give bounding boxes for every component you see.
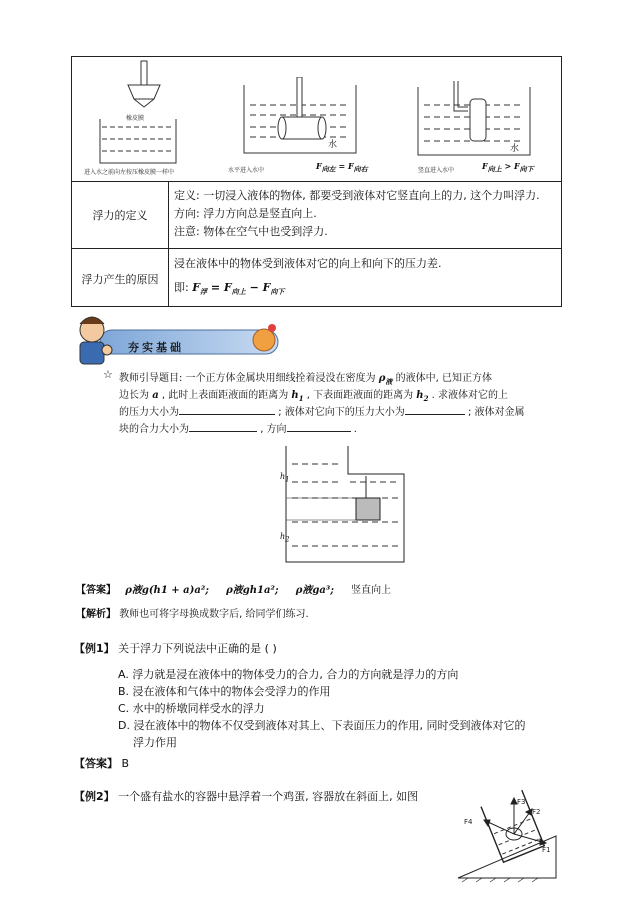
option-b: B. 浸在液体和气体中的物体会受浮力的作用 — [118, 685, 331, 698]
image-caption: 水平进入水中 — [228, 167, 265, 174]
water-label: 水 — [510, 144, 520, 154]
container-cube-figure — [278, 440, 408, 564]
h2-label: $h_2$ — [280, 532, 290, 544]
incline-egg-figure — [452, 784, 562, 884]
table-column-divider — [168, 181, 169, 306]
row-label-definition: 浮力的定义 — [92, 209, 148, 222]
force-label: F1 — [542, 846, 551, 854]
question-line-3: 的压力大小为 ; 液体对它向下的压力大小为 ; 液体对金属 — [119, 403, 525, 418]
h1-label: $h_1$ — [280, 472, 290, 484]
option-c: C. 水中的桥墩同样受水的浮力 — [118, 702, 265, 715]
table-divider — [72, 181, 561, 182]
analysis-1: 【解析】 教师也可将字母换成数字后, 给同学们练习. — [76, 609, 309, 620]
vertical-immersion-figure — [414, 81, 544, 161]
example-2-question: 【例2】 一个盛有盐水的容器中悬浮着一个鸡蛋, 容器放在斜面上, 如图 — [74, 790, 419, 803]
row-label-cause: 浮力产生的原因 — [81, 273, 159, 286]
banner-title: 夯实基础 — [128, 341, 184, 354]
water-label: 水 — [328, 140, 338, 150]
answer-1: 【答案】 ρ液g(h1 + a)a²; ρ液gh1a²; ρ液ga³; 竖直向上 — [76, 585, 392, 596]
force-label: F4 — [464, 818, 473, 826]
cause-line: 浸在液体中的物体受到液体对它的向上和向下的压力差. — [174, 257, 442, 270]
cause-text — [174, 255, 442, 301]
question-line-2: 边长为 a , 此时上表面距液面的距离为 $h_1$ , 下表面距液面的距离为 $h_2$ . 求液体对它的上 — [119, 390, 508, 403]
star-icon: ☆ — [103, 368, 113, 381]
direction-line: 方向: 浮力方向总是竖直向上. — [174, 207, 317, 220]
example-1-question: 【例1】 关于浮力下列说法中正确的是 ( ) — [74, 642, 277, 655]
note-line: 注意: 物体在空气中也受到浮力. — [174, 225, 328, 238]
option-d: D. 浸在液体中的物体不仅受到液体对其上、下表面压力的作用, 同时受到液体对它的 — [118, 719, 526, 732]
rubber-membrane-label: 橡皮膜 — [126, 115, 145, 122]
knowledge-table — [71, 56, 562, 307]
option-a: A. 浮力就是浸在液体中的物体受力的合力, 合力的方向就是浮力的方向 — [118, 668, 459, 681]
vertical-force-formula: $F_{向上} > F_{向下}$ — [482, 161, 534, 174]
buoyancy-formula: $F_浮 = F_{向上} - F_{向下}$ — [192, 281, 285, 297]
image-caption: 进入水之前向左按压橡皮膜一样中 — [84, 169, 175, 176]
question-line-1: 教师引导题目: 一个正方体金属块用细线拴着浸没在密度为 $\rho_液$ 的液体中, 已知正方体 — [119, 373, 492, 386]
answer-2: 【答案】 B — [74, 757, 130, 770]
table-divider — [72, 248, 561, 249]
question-line-4: 块的合力大小为 , 方向 . — [119, 420, 357, 435]
definition-line: 定义: 一切浸入液体的物体, 都要受到液体对它竖直向上的力, 这个力叫浮力. — [174, 189, 540, 202]
horizontal-immersion-figure — [240, 77, 370, 157]
definition-text — [174, 187, 540, 241]
image-caption: 竖直进入水中 — [418, 167, 455, 174]
force-label: F3 — [517, 798, 526, 806]
force-label: F2 — [532, 808, 541, 816]
formula-prefix: 即: — [174, 281, 189, 294]
rubber-membrane-figure — [78, 59, 228, 179]
horizontal-force-formula: $F_{向左} = F_{向右}$ — [316, 161, 368, 174]
option-d-continued: 浮力作用 — [133, 736, 177, 749]
